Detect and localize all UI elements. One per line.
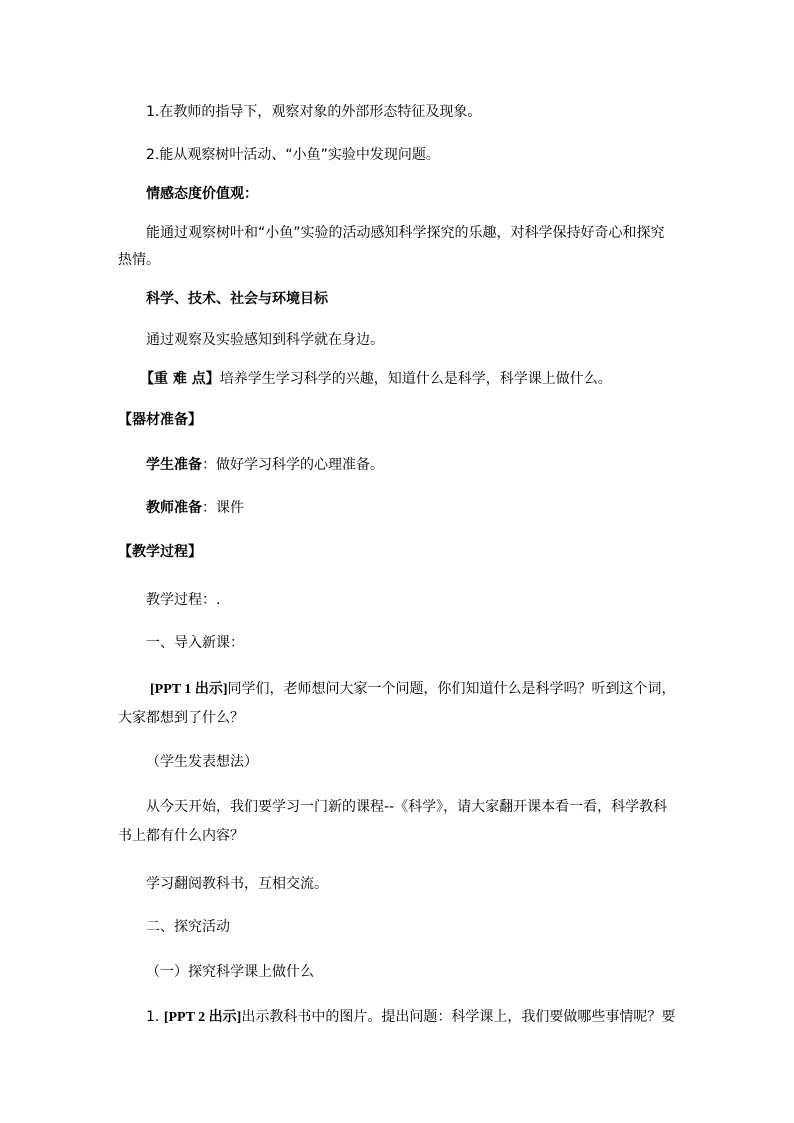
ppt-tag: [PPT 1 出示] [150,682,228,697]
paragraph: 能通过观察树叶和“小鱼”实验的活动感知科学探究的乐趣，对科学保持好奇心和探究 [146,225,665,241]
paragraph: 1. [PPT 2 出示]出示教科书中的图片。提出问题：科学课上，我们要做哪些事情呢？要 [146,1009,676,1025]
section-heading: 【教学过程】 [118,544,202,560]
paragraph: （一）探究科学课上做什么 [146,964,314,980]
ppt-tag: [PPT 2 出示] [163,1010,242,1025]
paragraph: 学习翻阅教科书，互相交流。 [146,876,328,892]
paragraph-continued: 书上都有什么内容？ [118,828,244,844]
section-heading: 科学、技术、社会与环境目标 [146,291,328,307]
paragraph-continued: 热情。 [118,252,160,268]
paragraph: 学生准备：做好学习科学的心理准备。 [146,457,384,473]
section-heading: 情感态度价值观： [146,186,258,202]
paragraph: 一、导入新课： [146,635,244,651]
paragraph: 【重 难 点】培养学生学习科学的兴趣，知道什么是科学，科学课上做什么。 [140,371,612,387]
paragraph: 二、探究活动 [146,919,230,935]
paragraph: 从今天开始，我们要学习一门新的课程--《科学》，请大家翻开课本看一看，科学教科 [146,799,668,815]
section-heading: 【器材准备】 [118,412,202,428]
paragraph: （学生发表想法） [146,754,258,770]
paragraph-continued: 大家都想到了什么？ [118,710,244,726]
paragraph: 教师准备：课件 [146,500,244,516]
key-point-label: 【重 难 点】 [140,371,220,387]
paragraph: 1.在教师的指导下，观察对象的外部形态特征及现象。 [146,104,482,120]
paragraph: 教学过程：. [146,592,221,608]
paragraph: 通过观察及实验感知到科学就在身边。 [146,332,384,348]
paragraph: 2.能从观察树叶活动、“小鱼”实验中发现问题。 [146,147,440,163]
paragraph: [PPT 1 出示]同学们，老师想问大家一个问题，你们知道什么是科学吗？听到这个词， [150,681,676,697]
